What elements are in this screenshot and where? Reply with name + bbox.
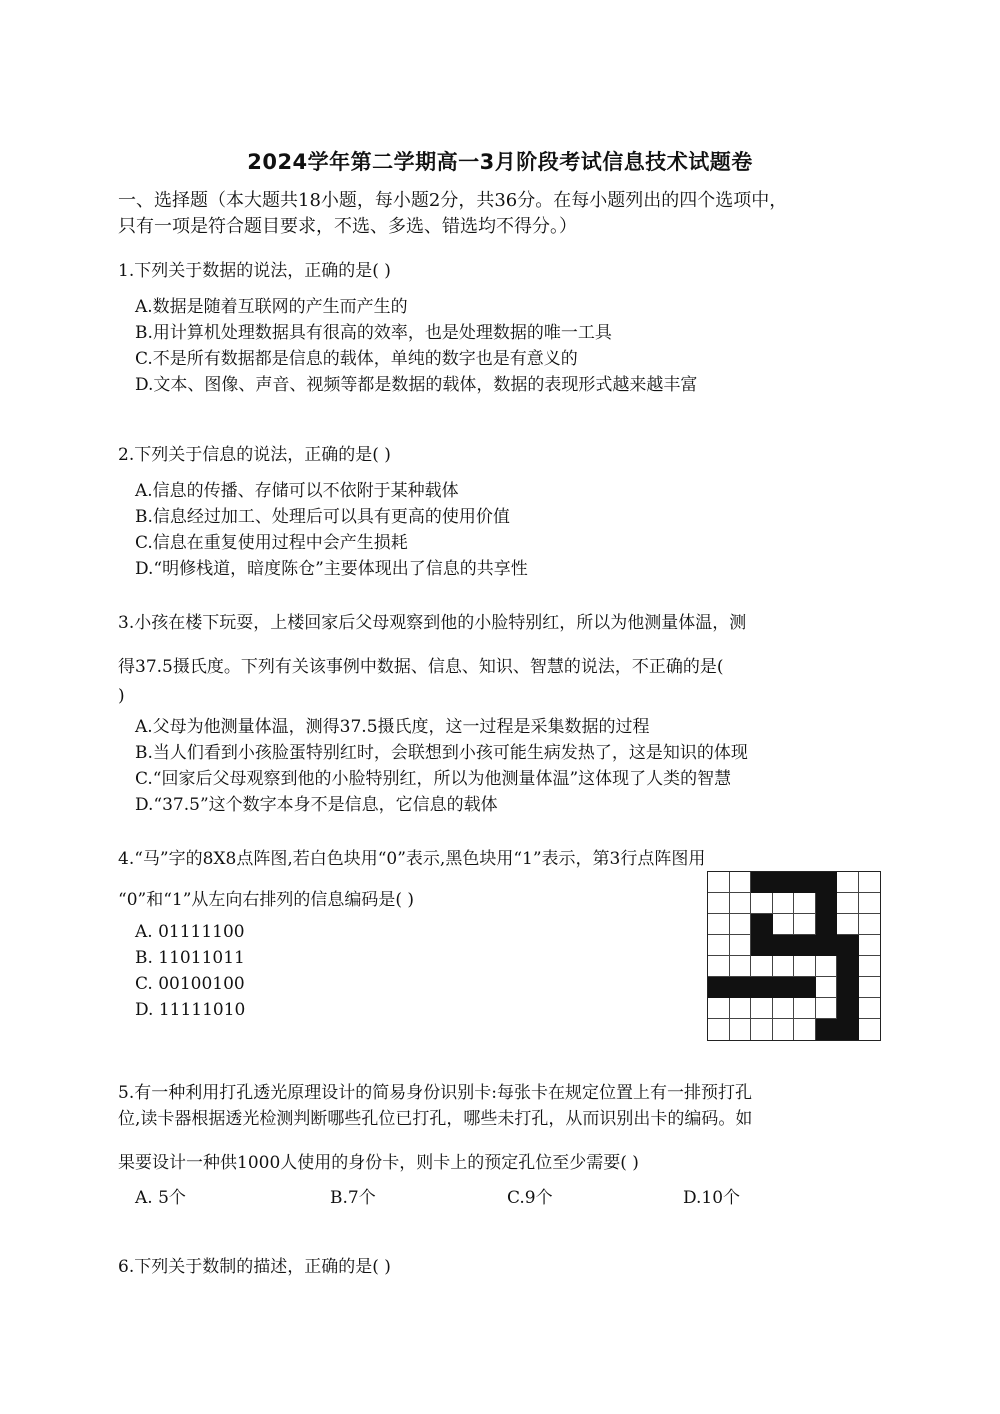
question-2-option-d: D.“明修栈道，暗度陈仓”主要体现出了信息的共享性 (135, 559, 528, 579)
dot-cell-r2-c5 (794, 893, 816, 914)
question-1-option-b: B.用计算机处理数据具有很高的效率，也是处理数据的唯一工具 (135, 323, 612, 343)
question-4-option-b: B. 11011011 (135, 948, 245, 968)
question-5-option-b: B.7个 (330, 1188, 376, 1208)
question-5-stem-line-2: 位,读卡器根据透光检测判断哪些孔位已打孔，哪些未打孔，从而识别出卡的编码。如 (118, 1109, 753, 1129)
dot-cell-r7-c1 (708, 998, 730, 1019)
dot-cell-r7-c8 (859, 998, 881, 1019)
dot-cell-r7-c5 (794, 998, 816, 1019)
dot-cell-r4-c6 (816, 935, 838, 956)
ma-character-dot-matrix (707, 871, 881, 1041)
dot-cell-r7-c3 (751, 998, 773, 1019)
dot-cell-r7-c4 (773, 998, 795, 1019)
dot-cell-r4-c8 (859, 935, 881, 956)
dot-cell-r8-c2 (730, 1019, 752, 1040)
dot-cell-r2-c7 (837, 893, 859, 914)
dot-cell-r3-c5 (794, 914, 816, 935)
dot-cell-r4-c7 (837, 935, 859, 956)
question-3-option-a: A.父母为他测量体温，测得37.5摄氏度，这一过程是采集数据的过程 (135, 717, 650, 737)
exam-title: 2024学年第二学期高一3月阶段考试信息技术试题卷 (247, 150, 753, 174)
question-4-option-d: D. 11111010 (135, 1000, 246, 1020)
question-2-option-b: B.信息经过加工、处理后可以具有更高的使用价值 (135, 507, 510, 527)
dot-cell-r1-c1 (708, 872, 730, 893)
dot-cell-r7-c7 (837, 998, 859, 1019)
dot-cell-r5-c4 (773, 956, 795, 977)
dot-cell-r8-c1 (708, 1019, 730, 1040)
question-6-stem: 6.下列关于数制的描述，正确的是( ) (118, 1257, 391, 1277)
dot-cell-r5-c3 (751, 956, 773, 977)
dot-cell-r5-c1 (708, 956, 730, 977)
dot-cell-r6-c1 (708, 977, 730, 998)
dot-cell-r2-c8 (859, 893, 881, 914)
question-5-option-a: A. 5个 (135, 1188, 186, 1208)
dot-cell-r3-c6 (816, 914, 838, 935)
question-3-option-c: C.“回家后父母观察到他的小脸特别红，所以为他测量体温”这体现了人类的智慧 (135, 769, 732, 789)
question-3-option-d: D.“37.5”这个数字本身不是信息，它信息的载体 (135, 795, 498, 815)
dot-cell-r6-c3 (751, 977, 773, 998)
dot-cell-r6-c7 (837, 977, 859, 998)
dot-cell-r2-c3 (751, 893, 773, 914)
dot-cell-r4-c1 (708, 935, 730, 956)
dot-cell-r7-c6 (816, 998, 838, 1019)
dot-cell-r4-c2 (730, 935, 752, 956)
section-instruction-line-1: 一、选择题（本大题共18小题，每小题2分，共36分。在每小题列出的四个选项中， (118, 190, 788, 211)
dot-cell-r6-c4 (773, 977, 795, 998)
dot-cell-r4-c4 (773, 935, 795, 956)
dot-cell-r5-c5 (794, 956, 816, 977)
dot-cell-r1-c8 (859, 872, 881, 893)
question-2-option-c: C.信息在重复使用过程中会产生损耗 (135, 533, 408, 553)
question-5-option-d: D.10个 (683, 1188, 741, 1208)
dot-cell-r3-c1 (708, 914, 730, 935)
dot-cell-r8-c6 (816, 1019, 838, 1040)
question-3-option-b: B.当人们看到小孩脸蛋特别红时，会联想到小孩可能生病发热了，这是知识的体现 (135, 743, 748, 763)
question-3-stem-line-2: 得37.5摄氏度。下列有关该事例中数据、信息、知识、智慧的说法，不正确的是( (118, 657, 724, 677)
dot-cell-r2-c2 (730, 893, 752, 914)
dot-cell-r3-c3 (751, 914, 773, 935)
dot-cell-r1-c2 (730, 872, 752, 893)
question-3-stem-line-3: ) (118, 686, 125, 706)
dot-cell-r3-c4 (773, 914, 795, 935)
dot-cell-r1-c5 (794, 872, 816, 893)
question-5-stem-line-1: 5.有一种利用打孔透光原理设计的简易身份识别卡:每张卡在规定位置上有一排预打孔 (118, 1083, 752, 1103)
question-1-stem: 1.下列关于数据的说法，正确的是( ) (118, 261, 391, 281)
dot-cell-r5-c7 (837, 956, 859, 977)
dot-cell-r8-c7 (837, 1019, 859, 1040)
dot-cell-r2-c4 (773, 893, 795, 914)
dot-cell-r8-c3 (751, 1019, 773, 1040)
dot-cell-r4-c5 (794, 935, 816, 956)
dot-cell-r3-c2 (730, 914, 752, 935)
dot-cell-r8-c5 (794, 1019, 816, 1040)
question-2-option-a: A.信息的传播、存储可以不依附于某种载体 (135, 481, 459, 501)
question-4-option-c: C. 00100100 (135, 974, 245, 994)
question-2-stem: 2.下列关于信息的说法，正确的是( ) (118, 445, 391, 465)
question-4-stem-line-1: 4.“马”字的8X8点阵图,若白色块用“0”表示,黑色块用“1”表示，第3行点阵图用 (118, 849, 706, 869)
dot-cell-r6-c6 (816, 977, 838, 998)
dot-cell-r4-c3 (751, 935, 773, 956)
section-instruction-line-2: 只有一项是符合题目要求，不选、多选、错选均不得分。） (118, 216, 577, 237)
dot-cell-r2-c6 (816, 893, 838, 914)
question-1-option-d: D.文本、图像、声音、视频等都是数据的载体，数据的表现形式越来越丰富 (135, 375, 698, 395)
dot-cell-r1-c4 (773, 872, 795, 893)
question-4-stem-line-2: “0”和“1”从左向右排列的信息编码是( ) (118, 890, 415, 910)
dot-cell-r5-c6 (816, 956, 838, 977)
dot-cell-r1-c7 (837, 872, 859, 893)
question-4-option-a: A. 01111100 (135, 922, 245, 942)
dot-cell-r5-c8 (859, 956, 881, 977)
dot-cell-r6-c5 (794, 977, 816, 998)
question-3-stem-line-1: 3.小孩在楼下玩耍，上楼回家后父母观察到他的小脸特别红，所以为他测量体温，测 (118, 613, 747, 633)
dot-cell-r3-c7 (837, 914, 859, 935)
dot-cell-r5-c2 (730, 956, 752, 977)
dot-cell-r1-c6 (816, 872, 838, 893)
dot-cell-r6-c8 (859, 977, 881, 998)
dot-cell-r7-c2 (730, 998, 752, 1019)
question-1-option-a: A.数据是随着互联网的产生而产生的 (135, 297, 408, 317)
dot-cell-r1-c3 (751, 872, 773, 893)
dot-cell-r8-c4 (773, 1019, 795, 1040)
question-5-stem-line-3: 果要设计一种供1000人使用的身份卡，则卡上的预定孔位至少需要( ) (118, 1153, 639, 1173)
dot-cell-r3-c8 (859, 914, 881, 935)
dot-cell-r8-c8 (859, 1019, 881, 1040)
question-1-option-c: C.不是所有数据都是信息的载体，单纯的数字也是有意义的 (135, 349, 578, 369)
question-5-option-c: C.9个 (507, 1188, 553, 1208)
dot-cell-r2-c1 (708, 893, 730, 914)
dot-cell-r6-c2 (730, 977, 752, 998)
